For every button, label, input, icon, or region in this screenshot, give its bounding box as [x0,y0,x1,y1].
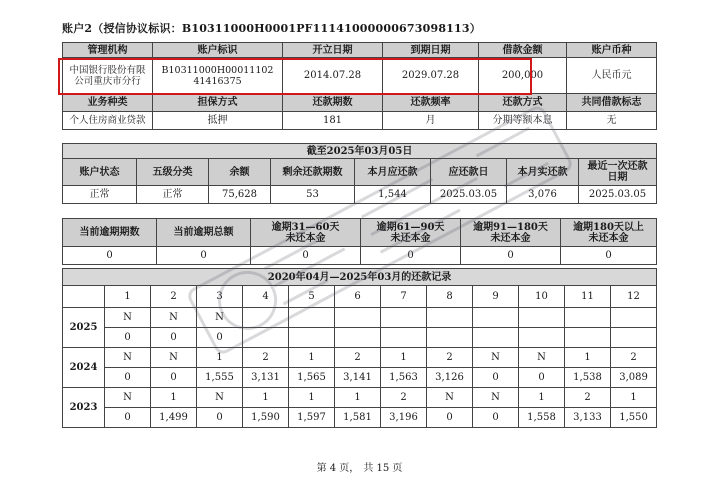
amount-cell: 3,141 [335,368,381,388]
page-footer [0,459,719,474]
status-cell: 1 [197,348,243,368]
status-cell: 1 [611,388,657,408]
amount-cell [243,328,289,348]
header-five-class: 五级分类 [137,159,209,186]
month-header: 8 [427,286,473,308]
header-guarantee: 担保方式 [153,94,283,112]
status-cell: 1 [289,348,335,368]
amount-cell: 1,538 [565,368,611,388]
value-month-due: 1,544 [355,186,431,204]
amount-cell: 3,131 [243,368,289,388]
account-status-table [62,143,657,204]
header-remaining-periods: 剩余还款期数 [271,159,355,186]
header-manager: 管理机构 [63,43,153,58]
header-repay-periods: 还款期数 [283,94,383,112]
status-cell: 1 [335,388,381,408]
month-header: 12 [611,286,657,308]
status-cell: N [151,308,197,328]
history-corner [63,286,105,308]
year-label-2025: 2025 [63,308,105,348]
amount-cell [473,328,519,348]
amount-cell: 1,550 [611,408,657,428]
header-open-date: 开立日期 [283,43,383,58]
value-due-day: 2025.03.05 [431,186,507,204]
header-business-type: 业务种类 [63,94,153,112]
value-loan-amount: 200,000 [479,58,567,94]
value-overdue-total: 0 [157,247,251,265]
value-remaining-periods: 53 [271,186,355,204]
status-cell [611,308,657,328]
as-of-date: 截至2025年03月05日 [63,144,657,159]
account-title: 账户2（授信协议标识：B10311000H0001PF11141000000673098113） [62,22,481,35]
status-cell [289,308,335,328]
amount-cell: 0 [519,368,565,388]
value-overdue-91-180: 0 [461,247,561,265]
value-overdue-periods: 0 [63,247,157,265]
value-guarantee: 抵押 [153,112,283,130]
year-label-2024: 2024 [63,348,105,388]
status-cell: 2 [243,348,289,368]
value-business-type: 个人住房商业贷款 [63,112,153,130]
amount-cell [289,328,335,348]
header-last-pay-date: 最近一次还款日期 [579,159,657,186]
amount-cell: 0 [105,408,151,428]
repayment-history-table [62,268,657,428]
status-cell: 2 [427,348,473,368]
amount-cell: 0 [197,328,243,348]
value-overdue-31-60: 0 [251,247,361,265]
status-cell: 2 [381,388,427,408]
page-total: 共 15 页 [363,463,403,474]
history-title: 2020年04月—2025年03月的还款记录 [63,269,657,286]
status-cell: N [105,388,151,408]
month-header: 6 [335,286,381,308]
amount-cell: 0 [151,328,197,348]
header-balance: 余额 [209,159,271,186]
header-due-day: 应还款日 [431,159,507,186]
month-header: 9 [473,286,519,308]
status-cell: N [427,388,473,408]
amount-cell: 0 [197,408,243,428]
status-cell: N [151,348,197,368]
month-header: 3 [197,286,243,308]
header-account-status: 账户状态 [63,159,137,186]
value-account-id: B10311000H0001110241416375 [153,58,283,94]
status-cell: N [197,308,243,328]
amount-cell: 1,565 [289,368,335,388]
amount-cell: 1,581 [335,408,381,428]
value-account-status: 正常 [63,186,137,204]
value-balance: 75,628 [209,186,271,204]
status-cell: 2 [335,348,381,368]
month-header: 5 [289,286,335,308]
status-cell: 1 [565,348,611,368]
amount-cell: 0 [473,368,519,388]
account-basic-info-table [62,42,657,130]
amount-cell [427,328,473,348]
header-month-due: 本月应还款 [355,159,431,186]
amount-cell: 3,133 [565,408,611,428]
value-currency: 人民币元 [567,58,657,94]
amount-cell: 0 [105,368,151,388]
header-overdue-31-60: 逾期31—60天未还本金 [251,219,361,247]
status-cell: 2 [565,388,611,408]
header-repay-frequency: 还款频率 [383,94,479,112]
month-header: 11 [565,286,611,308]
value-overdue-180-plus: 0 [561,247,657,265]
value-due-date: 2029.07.28 [383,58,479,94]
amount-cell: 3,126 [427,368,473,388]
header-overdue-total: 当前逾期总额 [157,219,251,247]
amount-cell [381,328,427,348]
month-header: 7 [381,286,427,308]
header-loan-amount: 借款金额 [479,43,567,58]
status-cell [565,308,611,328]
value-manager: 中国银行股份有限公司重庆市分行 [63,58,153,94]
amount-cell: 0 [473,408,519,428]
status-cell: 1 [519,388,565,408]
header-overdue-61-90: 逾期61—90天未还本金 [361,219,461,247]
status-cell: N [197,388,243,408]
value-repay-method: 分期等额本息 [479,112,567,130]
status-cell: 2 [611,348,657,368]
header-overdue-periods: 当前逾期期数 [63,219,157,247]
page-number: 第 4 页， [316,463,360,474]
amount-cell: 0 [105,328,151,348]
month-header: 2 [151,286,197,308]
status-cell [381,308,427,328]
value-month-paid: 3,076 [507,186,579,204]
header-joint-flag: 共同借款标志 [567,94,657,112]
amount-cell: 0 [427,408,473,428]
amount-cell [611,328,657,348]
month-header: 10 [519,286,565,308]
header-repay-method: 还款方式 [479,94,567,112]
status-cell: 1 [151,388,197,408]
status-cell [243,308,289,328]
value-open-date: 2014.07.28 [283,58,383,94]
amount-cell: 1,555 [197,368,243,388]
status-cell [335,308,381,328]
header-due-date: 到期日期 [383,43,479,58]
status-cell [519,308,565,328]
amount-cell: 1,597 [289,408,335,428]
value-five-class: 正常 [137,186,209,204]
value-repay-frequency: 月 [383,112,479,130]
status-cell [473,308,519,328]
month-header: 4 [243,286,289,308]
amount-cell: 1,590 [243,408,289,428]
overdue-table [62,218,657,265]
status-cell: N [105,348,151,368]
status-cell [427,308,473,328]
status-cell: 1 [243,388,289,408]
header-account-id: 账户标识 [153,43,283,58]
amount-cell [335,328,381,348]
amount-cell: 3,089 [611,368,657,388]
status-cell: 1 [381,348,427,368]
month-header: 1 [105,286,151,308]
status-cell: N [473,348,519,368]
amount-cell [519,328,565,348]
value-overdue-61-90: 0 [361,247,461,265]
header-overdue-180-plus: 逾期180天以上未还本金 [561,219,657,247]
amount-cell [565,328,611,348]
status-cell: N [105,308,151,328]
status-cell: N [519,348,565,368]
amount-cell: 1,499 [151,408,197,428]
amount-cell: 1,563 [381,368,427,388]
status-cell: 1 [289,388,335,408]
year-label-2023: 2023 [63,388,105,428]
header-month-paid: 本月实还款 [507,159,579,186]
header-currency: 账户币种 [567,43,657,58]
amount-cell: 3,196 [381,408,427,428]
value-repay-periods: 181 [283,112,383,130]
amount-cell: 1,558 [519,408,565,428]
status-cell: N [473,388,519,408]
value-joint-flag: 无 [567,112,657,130]
header-overdue-91-180: 逾期91—180天未还本金 [461,219,561,247]
value-last-pay-date: 2025.03.05 [579,186,657,204]
amount-cell: 0 [151,368,197,388]
